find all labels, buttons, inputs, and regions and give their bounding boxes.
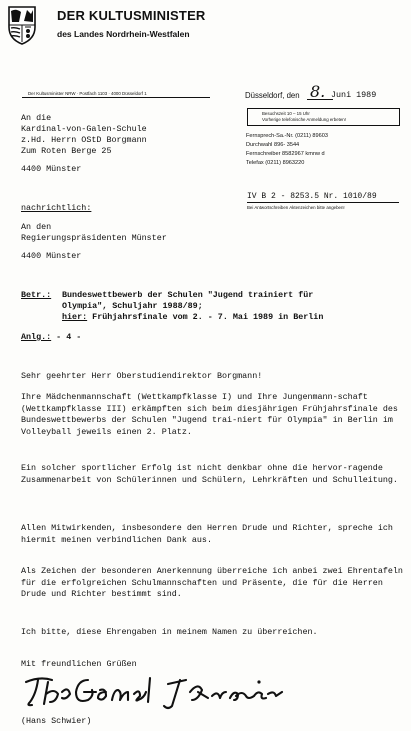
signature-name: (Hans Schwier) [21,716,92,726]
reference-note: Bei Antwortschreiben Aktenzeichen bitte angeben! [247,205,345,210]
recipient-line-3: z.Hd. Herrn OStD Borgmann [21,135,147,145]
date-place: Düsseldorf, den [245,91,300,100]
contact-phone: Fernsprech-Sa.-Nr. (0211) 89603 [246,133,328,139]
subject-line-3-text: Frühjahrsfinale vom 2. - 7. Mai 1989 in Berlin [87,312,324,322]
recipient-line-2: Kardinal-von-Galen-Schule [21,124,147,134]
attachments-label: Anlg.: [21,332,52,342]
body-paragraph: Allen Mitwirkenden, insbesondere den Herren Drude und Richter, spreche ich hiermit meinen verbindlichen Dank aus. [21,523,393,545]
sender-rule [22,97,210,98]
date-day-handwritten: 8. [310,82,326,101]
cc-label: nachrichtlich: [21,203,92,213]
cc-line-2: Regierungspräsidenten Münster [21,233,167,243]
body-paragraph: Als Zeichen der besonderen Anerkennung überreiche ich anbei zwei Ehrentafeln für die erfolgreichen Schulmannschaften und Präsente, die für die Herren Drude und Richter bestimmt sind. [21,566,403,599]
office-hours-line1: Besuchszeit 10 – 15 Uhr [262,111,310,116]
attachments [21,332,81,344]
cc-line-1: An den [21,222,52,232]
office-hours-box [247,108,400,126]
office-hours-line2: Vorherige telefonische Anmeldung erbeten! [262,117,346,122]
reference-number: IV B 2 - 8253.5 Nr. 1010/89 [247,192,377,201]
salutation: Sehr geehrter Herr Oberstudiendirektor Borgmann! [21,371,263,381]
recipient-city: 4400 Münster [21,164,82,174]
attachments-value: - 4 - [51,332,82,342]
subject-line-1: Bundeswettbewerb der Schulen "Jugend trainiert für [62,290,314,300]
body-paragraph: Ich bitte, diese Ehrengaben in meinem Namen zu überreichen. [21,627,318,637]
reference-rule [247,202,399,203]
date-month-year: Juni 1989 [331,90,377,100]
contact-direct: Durchwahl 896- 3544 [246,142,300,148]
subject-line-3 [62,312,323,324]
subject-here-label: hier: [62,312,88,322]
contact-fax: Telefax (0211) 8963220 [246,160,305,166]
body-paragraph: Ein solcher sportlicher Erfolg ist nicht denkbar ohne die hervor-ragende Zusammenarbeit von Schülerinnen und Schülern, Lehrkräften und Schulleitung. [21,463,398,485]
letterhead-subtitle: des Landes Nordrhein-Westfalen [57,29,190,39]
sender-line: Der Kultusminister NRW · Postfach 1103 · 4000 Düsseldorf 1 [28,91,147,96]
closing: Mit freundlichen Grüßen [21,659,137,669]
date-day-rule [307,99,333,100]
recipient-line-4: Zum Roten Berge 25 [21,146,112,156]
subject-label: Betr.: [21,290,52,300]
recipient-line-1: An die [21,113,52,123]
handwritten-signature [22,670,292,718]
letterhead-title: DER KULTUSMINISTER [57,8,206,23]
cc-city: 4400 Münster [21,251,82,261]
contact-telex: Fernschreiber 8582967 kmnw d [246,151,325,157]
body-paragraph: Ihre Mädchenmannschaft (Wettkampfklasse I) und Ihre Jungenmann-schaft (Wettkampfklasse III) erkämpften sich beim diesjährigen Frühjahrsfinale des Bundeswettbewerbs der Schulen "Jugend trai-niert für Olympia" in Berlin im Volleyball jeweils einen 2. Platz. [21,392,398,437]
subject-line-2: Olympia", Schuljahr 1988/89; [62,301,203,311]
coat-of-arms-icon [7,5,37,45]
